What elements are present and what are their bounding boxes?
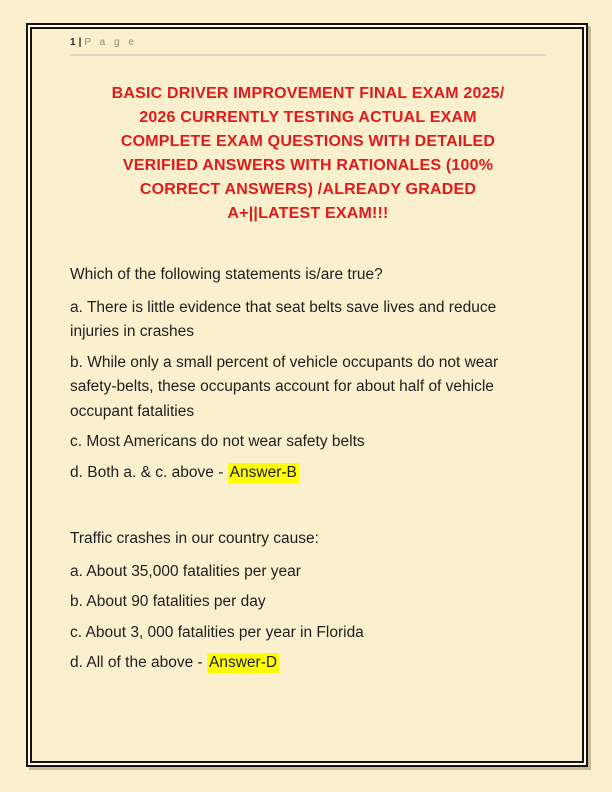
exam-title-line: 2026 CURRENTLY TESTING ACTUAL EXAM [139, 109, 477, 126]
page-header-separator: | [78, 37, 82, 48]
answer-option-a: a. About 35,000 fatalities per year [70, 562, 301, 580]
page-header [70, 37, 546, 56]
answer-option-d [70, 651, 546, 676]
questions-section [70, 263, 546, 676]
highlighted-answer: Answer-B [229, 463, 297, 481]
answer-option-text: d. All of the above - [70, 654, 208, 671]
answer-option-a: a. There is little evidence that seat belts save lives and reduce injuries in crashes [70, 298, 497, 340]
answer-option-b: b. About 90 fatalities per day [70, 593, 266, 610]
page-number: 1 [70, 37, 76, 48]
answer-option-b: b. While only a small percent of vehicle occupants do not wear safety-belts, these occupants account for about half of vehicle occupant fatalities [70, 353, 499, 420]
page-border-frame [26, 23, 588, 767]
exam-title-line: A+||LATEST EXAM!!! [227, 205, 389, 222]
question-block-1 [70, 263, 546, 485]
answer-option-c: c. About 3, 000 fatalities per year in Florida [70, 623, 364, 641]
question-prompt: Traffic crashes in our country cause: [70, 530, 319, 547]
exam-title [70, 82, 546, 226]
exam-title-line: BASIC DRIVER IMPROVEMENT FINAL EXAM 2025/ [111, 85, 505, 102]
answer-option-text: d. Both a. & c. above - [70, 463, 228, 481]
exam-title-line: CORRECT ANSWERS) /ALREADY GRADED [139, 181, 477, 198]
question-block-2 [70, 527, 546, 676]
exam-title-line: VERIFIED ANSWERS WITH RATIONALES (100% [122, 157, 494, 174]
answer-option-d [70, 461, 546, 486]
exam-title-line: COMPLETE EXAM QUESTIONS WITH DETAILED [120, 133, 496, 150]
page-header-label: P a g e [84, 37, 137, 48]
question-prompt: Which of the following statements is/are true? [70, 266, 383, 283]
answer-option-c: c. Most Americans do not wear safety belts [70, 433, 365, 450]
highlighted-answer: Answer-D [209, 654, 278, 671]
